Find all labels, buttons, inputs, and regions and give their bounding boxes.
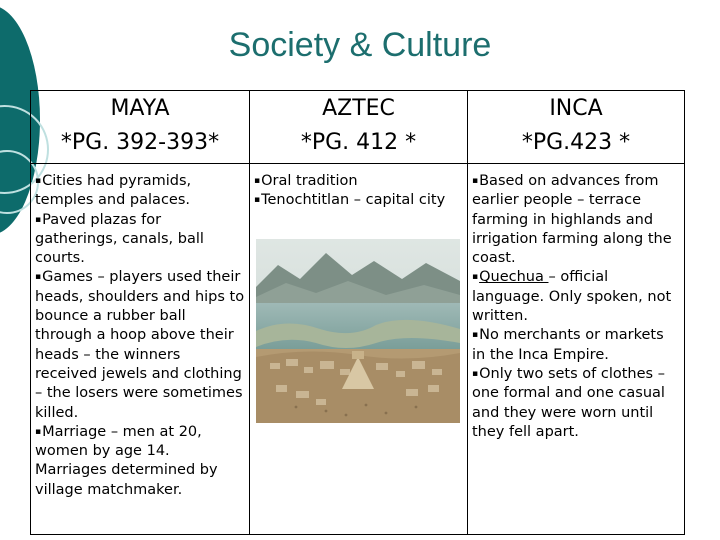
header-inca [468,91,685,164]
tenochtitlan-painting-image [256,239,460,423]
list-item: ▪Based on advances from earlier people – terrace farming in highlands and irrigation farming along the coast. [472,173,672,267]
page-reference: *PG. 392-393* [60,130,220,155]
civilization-name: AZTEC [322,96,395,121]
underlined-term: Quechua [479,269,549,286]
slide-title: Society & Culture [228,26,492,64]
bullet-icon: ▪ [35,272,42,283]
list-item: ▪Tenochtitlan – capital city [254,192,446,209]
list-item: ▪Games – players used their heads, shoulders and hips to bounce a rubber ball through a hoop above their heads – the winners received jewels and clothing – the losers were sometimes killed. [35,269,245,421]
inca-cell [468,164,685,535]
header-maya [31,91,250,164]
bullet-icon: ▪ [254,176,261,186]
body-row [31,164,685,535]
bullet-icon: ▪ [35,176,42,186]
bullet-icon: ▪ [35,426,42,437]
civilization-name: MAYA [110,96,170,121]
page-reference: *PG.423 * [521,130,631,155]
list-item: ▪Paved plazas for gatherings, canals, ball courts. [35,211,204,267]
page-reference: *PG. 412 * [300,130,417,155]
list-item: ▪Oral tradition [254,173,358,189]
bullet-icon: ▪ [472,272,479,283]
list-item: ▪No merchants or markets in the Inca Empire. [472,327,664,363]
bullet-icon: ▪ [472,368,479,379]
list-item: ▪Only two sets of clothes – one formal and one casual and they were worn until they fell apart. [472,365,665,440]
bullet-icon: ▪ [254,195,261,206]
bullet-icon: ▪ [472,176,479,186]
header-aztec [250,91,468,164]
comparison-table [30,90,685,535]
aztec-cell [250,164,468,535]
bullet-icon: ▪ [472,330,479,341]
header-row [31,91,685,164]
civilization-name: INCA [549,96,603,121]
bullet-icon: ▪ [35,214,42,225]
list-item: ▪Cities had pyramids, temples and palaces. [35,173,192,209]
list-item: ▪Marriage – men at 20, women by age 14. Marriages determined by village matchmaker. [35,423,218,498]
list-item: ▪Quechua – official language. Only spoken, not written. [472,269,672,325]
maya-cell [31,164,250,535]
